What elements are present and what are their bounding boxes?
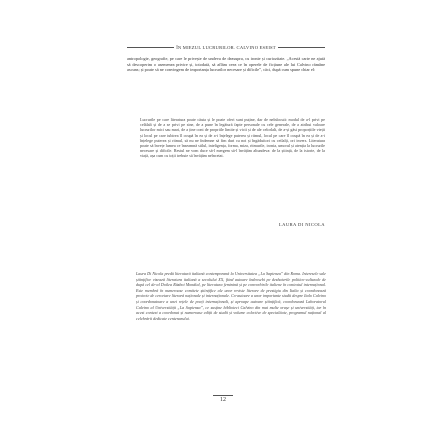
body-paragraph: antropologie, geografie, pe care le privește de undeva de deasupra, cu ironie și curiozitate. „Acestă carte ne ajută să descoperim o asemenea privire și, totodată, să aflăm ceea ce în operele de ficțiune ale lui Calvino rămâne ascuns; și poate să ne convingem de importanța lucrurilor necesare și dificile”, căci, după cum spune chiar el: (127, 56, 325, 73)
running-header-title: ÎN MIEZUL LUCRURILOR. CALVINO ESEIST (176, 44, 276, 50)
header-rule-right (278, 47, 325, 48)
header-rule-left (127, 47, 174, 48)
block-quote: Lucrurile pe care literatura poate căuta și le poate oferi sunt puține, dar de neînlocuit: modul de a-l privi pe celălalt și de a se privi pe sine, de a pune în legătură fapte personale cu cele generale, de a atribui valoare lucrurilor mici sau mari, de a ține cont de propriile limite și vicii și de ale celorlalt, de a-și găsi proporțiile vieții și locul pe care iubirea îl ocupă în ea și de a-i înțelege puterea și ritmul, locul pe care îl ocupă în ea și de a-i înțelege puterea și ritmul, să nu ne îndemne să fim duri cu noi și îngăduitori cu ceilalți, ori invers. Literatura poate să învețe lumea ce înseamnă stilul, inteligența, forma, miza, ritmurile, ironia, umorul și atenția la lucrurile necesare și dificile. Restul ne vom duce să-l mergem să-l învățăm altundeva: de la știință, de la istorie, de la viață, așa cum cu toții trebuie să învățăm neîncetat. (140, 117, 325, 159)
page-number: 12 (213, 395, 233, 403)
running-header (127, 43, 325, 51)
author-signature: LAURA DI NICOLA (278, 222, 325, 227)
author-bio: Laura Di Nicola predă literatură italiană contemporană la Universitatea „La Sapienza” din Roma. Interesele sale științifice vizează literatura italiană a secolului XX, fiind autoare îndeosebi pe dezbaterile politico-culturale de după cel de-al Doilea Război Mondial, pe literatura feminină și pe convorbirile italiene în contextul internațional. Este membră în numeroase comitete științifice ale unor reviste literare de prestigiu din Italia și coordonează proiecte de cercetare literară naționale și internaționale. Co-autoare a unor importante studii despre Italo Calvino și coordonatoare a unei rețele de poeți internaționali, și aproape autoare științifică, coordonează Laboratorul Calvino al Universității „La Sapienza”, ce susține biblioteci Calvino din mai multe orașe și universități, iar în acest context a coordonat și numeroase ediții de studii și volume colective de specialitate, programul național al celebrării dedicate centenarului. (136, 271, 326, 321)
